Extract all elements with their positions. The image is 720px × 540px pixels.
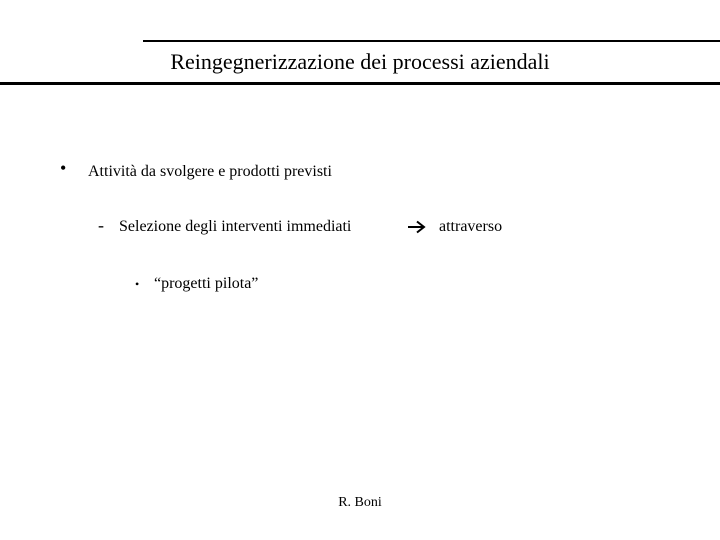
bullet-text: Attività da svolgere e prodotti previsti [88, 163, 332, 180]
right-arrow-icon [407, 220, 427, 234]
bullet-text-after-arrow: attraverso [439, 218, 503, 235]
bullet-marker: • [60, 158, 67, 178]
slide-footer [0, 494, 720, 512]
title-top-rule [143, 40, 720, 42]
bullet-marker: • [135, 277, 140, 291]
bullet-text: “progetti pilota” [154, 275, 259, 292]
slide-title: Reingegnerizzazione dei processi aziendali [170, 49, 550, 74]
title-bottom-rule [0, 82, 720, 85]
author-name: R. Boni [338, 495, 382, 510]
dash-marker: - [98, 215, 104, 235]
bullet-text: Selezione degli interventi immediati [119, 218, 352, 235]
